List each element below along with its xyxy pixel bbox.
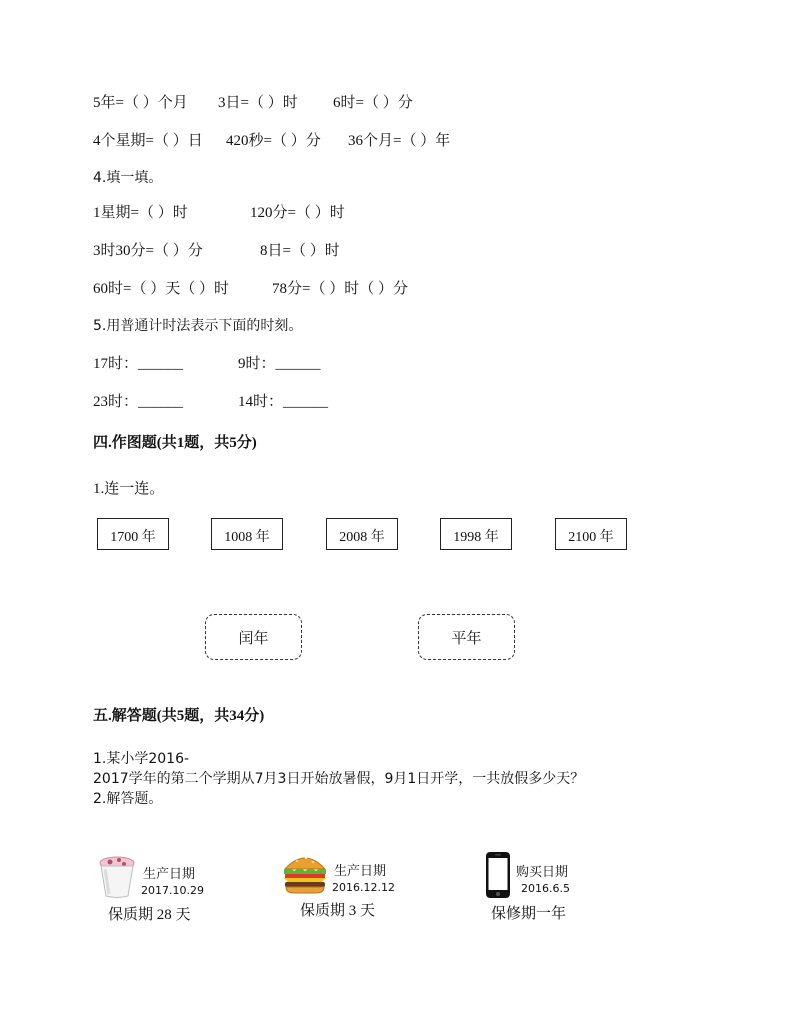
equation-years: 36个月=（ ）年 <box>348 133 451 149</box>
q5-17h: 17时：______ <box>93 356 184 372</box>
item3-date: 2016.6.5 <box>521 882 570 895</box>
equation-days: 4个星期=（ ）日 <box>93 133 203 149</box>
item1-date: 2017.10.29 <box>141 884 204 897</box>
q5-title: 5.用普通计时法表示下面的时刻。 <box>93 318 303 334</box>
item1-shelf-life: 保质期 28 天 <box>108 907 191 923</box>
year-box-1998[interactable]: 1998 年 <box>440 518 512 550</box>
q5-23h: 23时：______ <box>93 394 184 410</box>
q5-14h: 14时：______ <box>238 394 329 410</box>
item2-label: 生产日期 <box>334 864 387 879</box>
q4-row1-a: 1星期=（ ）时 <box>93 205 188 221</box>
item1-label: 生产日期 <box>143 867 196 882</box>
item2-date: 2016.12.12 <box>332 881 395 894</box>
equation-months: 5年=（ ）个月 <box>93 95 188 111</box>
q5-9h: 9时：______ <box>238 356 321 372</box>
yogurt-cup-icon <box>97 855 137 904</box>
equation-minutes: 6时=（ ）分 <box>333 95 413 111</box>
section5-q1-line1: 1.某小学2016- <box>93 751 190 767</box>
q4-row1-b: 120分=（ ）时 <box>250 205 345 221</box>
section4-heading: 四.作图题(共1题，共5分) <box>93 435 257 451</box>
q4-row2-b: 8日=（ ）时 <box>260 243 340 259</box>
equation-seconds: 420秒=（ ）分 <box>226 133 321 149</box>
section5-q2: 2.解答题。 <box>93 791 163 807</box>
year-box-2100[interactable]: 2100 年 <box>555 518 627 550</box>
section5-heading: 五.解答题(共5题，共34分) <box>93 708 265 724</box>
item3-label: 购买日期 <box>516 865 569 880</box>
equation-hours: 3日=（ ）时 <box>218 95 298 111</box>
section5-q1-line2: 2017学年的第二个学期从7月3日开始放暑假，9月1日开学，一共放假多少天？ <box>93 771 585 787</box>
q4-row3-a: 60时=（ ）天（ ）时 <box>93 281 229 297</box>
phone-icon <box>485 851 511 904</box>
year-box-2008[interactable]: 2008 年 <box>326 518 398 550</box>
q4-row2-a: 3时30分=（ ）分 <box>93 243 203 259</box>
leap-year-box[interactable]: 闰年 <box>205 614 302 660</box>
year-box-1700[interactable]: 1700 年 <box>97 518 169 550</box>
hamburger-icon <box>282 851 328 900</box>
q4-title: 4.填一填。 <box>93 170 163 186</box>
q4-row3-b: 78分=（ ）时（ ）分 <box>272 281 408 297</box>
section4-q1: 1.连一连。 <box>93 481 165 497</box>
common-year-box[interactable]: 平年 <box>418 614 515 660</box>
item2-shelf-life: 保质期 3 天 <box>300 903 376 919</box>
year-box-1008[interactable]: 1008 年 <box>211 518 283 550</box>
item3-warranty: 保修期一年 <box>491 906 567 922</box>
